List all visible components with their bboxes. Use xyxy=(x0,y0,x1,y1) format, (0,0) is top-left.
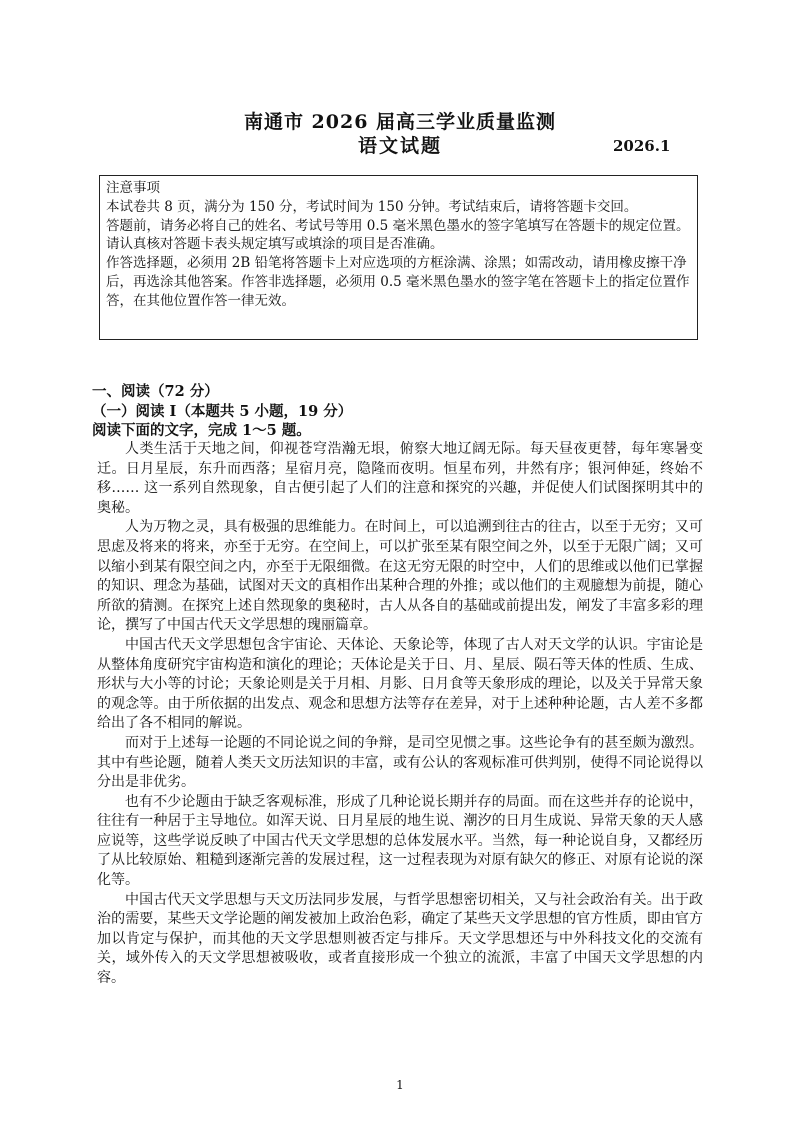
sub-title: （一）阅读 Ⅰ（本题共 5 小题，19 分） xyxy=(92,403,353,420)
page-number: 1 xyxy=(396,1078,404,1092)
exam-title: 南通市 2026 届高三学业质量监测 xyxy=(243,111,557,133)
notice-box xyxy=(99,175,698,340)
passage-paragraph: 人为万物之灵，具有极强的思维能力。在时间上，可以追溯到往古的往古，以至于无穷；又可思虑及将来的将来，亦至于无穷。在空间上，可以扩张至某有限空间之外，以至于无限广阔；又可以缩小到某有限空间之内，亦至于无限细微。在这无穷无限的时空中，人们的思维或以他们已掌握的知识、理念为基础，试图对天文的真相作出某种合理的外推；或以他们的主观臆想为前提，随心所欲的猜测。在探究上述自然现象的奥秘时，古人从各自的基础或前提出发，阐发了丰富多彩的理论，撰写了中国古代天文学思想的瑰丽篇章。 xyxy=(97,519,703,634)
notice-heading: 注意事项 xyxy=(106,180,160,196)
notice-item: 请认真核对答题卡表头规定填写或填涂的项目是否准确。 xyxy=(106,236,444,253)
instruction: 阅读下面的文字，完成 1～5 题。 xyxy=(92,422,311,439)
passage-paragraph: 而对于上述每一论题的不同论说之间的争辩，是司空见惯之事。这些论争有的甚至颇为激烈。其中有些论题，随着人类天文历法知识的丰富，或有公认的客观标准可供判别，使得不同论说得以分出是非优劣。 xyxy=(97,734,703,791)
passage-paragraph: 人类生活于天地之间，仰视苍穹浩瀚无垠，俯察大地辽阔无际。每天昼夜更替，每年寒暑变迁。日月星辰，东升而西落；星宿月亮，隐隆而夜明。恒星布列，井然有序；银河伸延，终始不移…… 这一系列自然现象，自古便引起了人们的注意和探究的兴趣，并促使人们试图探明其中的奥秘。 xyxy=(97,441,703,516)
passage-paragraph: 也有不少论题由于缺乏客观标准，形成了几种论说长期并存的局面。而在这些并存的论说中，往往有一种居于主导地位。如浑天说、日月星辰的地生说、潮汐的日月生成说、异常天象的天人感应说等，这些学说反映了中国古代天文学思想的总体发展水平。当然，每一种论说自身，又都经历了从比较原始、粗糙到逐渐完善的发展过程，这一过程表现为对原有缺欠的修正、对原有论说的深化等。 xyxy=(97,793,703,889)
passage-paragraph: 中国古代天文学思想包含宇宙论、天体论、天象论等，体现了古人对天文学的认识。宇宙论是从整体角度研究宇宙构造和演化的理论；天体论是关于日、月、星辰、陨石等天体的性质、生成、形状与大小等的讨论；天象论则是关于月相、月影、日月食等天象形成的理论，以及关于异常天象的观念等。由于所依据的出发点、观念和思想方法等存在差异，对于上述种种论题，古人差不多都给出了各不相同的解说。 xyxy=(97,636,703,732)
exam-date: 2026.1 xyxy=(613,137,671,155)
part-title: 一、阅读（72 分） xyxy=(92,383,219,400)
passage-paragraph: 中国古代天文学思想与天文历法同步发展，与哲学思想密切相关，又与社会政治有关。出于政治的需要，某些天文学论题的阐发被加上政治色彩，确定了某些天文学思想的官方性质，即由官方加以肯定与保护，而其他的天文学思想则被否定与排斥。天文学思想还与中外科技文化的交流有关，域外传入的天文学思想被吸收，或者直接形成一个独立的流派，丰富了中国天文学思想的内容。 xyxy=(97,891,703,987)
notice-item: 作答选择题，必须用 2B 铅笔将答题卡上对应选项的方框涂满、涂黑；如需改动，请用橡皮擦干净后，再选涂其他答案。作答非选择题，必须用 0.5 毫米黑色墨水的签字笔在答题卡上的指定位置作答，在其他位置作答一律无效。 xyxy=(106,255,690,309)
passage xyxy=(97,440,703,989)
notice-item: 本试卷共 8 页，满分为 150 分，考试时间为 150 分钟。考试结束后，请将答题卡交回。 xyxy=(106,198,638,215)
notice-item: 答题前，请务必将自己的姓名、考试号等用 0.5 毫米黑色墨水的签字笔填写在答题卡的规定位置。 xyxy=(106,217,690,234)
exam-subject: 语文试题 xyxy=(357,135,442,157)
